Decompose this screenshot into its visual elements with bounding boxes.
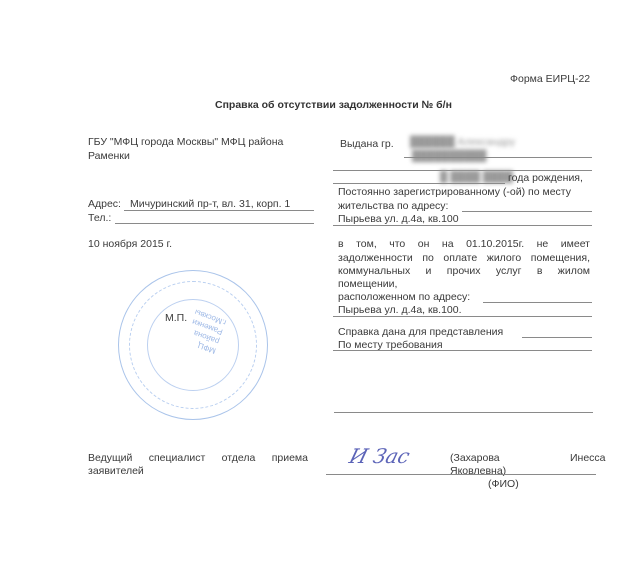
issued-to-label: Выдана гр. <box>340 138 394 150</box>
statement-line-4: помещении, <box>338 278 398 290</box>
located-underline <box>483 302 592 303</box>
registration-text-2: жительства по адресу: <box>338 200 449 212</box>
signer-patronymic: Яковлевна) <box>450 465 507 477</box>
statement-line-3: коммунальных и прочих услуг в жилом <box>338 265 590 277</box>
purpose-underline <box>333 350 592 351</box>
statement-line-2: задолженности по оплате жилого помещения, <box>338 252 590 264</box>
issue-date: 10 ноября 2015 г. <box>88 238 172 250</box>
signer-position: Ведущий специалист отдела приема <box>88 452 308 464</box>
form-number: Форма ЕИРЦ-22 <box>510 73 591 85</box>
phone-label: Тел.: <box>88 212 112 224</box>
birth-underline <box>333 183 505 184</box>
birth-date: █ ████ ████ <box>440 171 513 183</box>
registration-underline <box>462 211 592 212</box>
statement-line-1: в том, что он на 01.10.2015г. не имеет <box>338 238 590 250</box>
address-underline <box>124 210 314 211</box>
address-value: Мичуринский пр-т, вл. 31, корп. 1 <box>130 198 291 210</box>
signer-name: Инесса <box>570 452 606 464</box>
organization-name: ГБУ "МФЦ города Москвы" МФЦ района <box>88 136 284 148</box>
issued-to-name: ██████ Александру <box>410 136 516 148</box>
property-underline <box>333 316 592 317</box>
official-stamp <box>118 270 268 420</box>
property-address: Пырьева ул. д.4а, кв.100. <box>338 304 462 316</box>
registration-text-1: Постоянно зарегистрированному (-ой) по месту <box>338 186 571 198</box>
stamp-inner-text: МФЦ района Раменки г.Москвы <box>190 307 228 356</box>
residence-address: Пырьева ул. д.4а, кв.100 <box>338 213 459 225</box>
issued-to-underline <box>404 157 592 158</box>
document-title: Справка об отсутствии задолженности № б/н <box>215 99 452 111</box>
fio-label: (ФИО) <box>488 478 519 490</box>
stamp-label: М.П. <box>165 312 188 324</box>
organization-district: Раменки <box>88 150 130 162</box>
address-label: Адрес: <box>88 198 121 210</box>
birth-suffix: года рождения, <box>508 172 583 184</box>
signature-underline <box>326 474 596 475</box>
issued-to-patronymic: ██████████ <box>412 150 487 162</box>
signer-position-2: заявителей <box>88 465 144 477</box>
located-label: расположенном по адресу: <box>338 291 471 303</box>
signer-surname: (Захарова <box>450 452 500 464</box>
purpose-label: Справка дана для представления <box>338 326 504 338</box>
purpose-value: По месту требования <box>338 339 443 351</box>
purpose-underline-short <box>522 337 592 338</box>
residence-underline <box>333 225 592 226</box>
blank-underline-2 <box>334 412 593 413</box>
handwritten-signature: И Зас <box>346 444 413 468</box>
phone-underline <box>115 223 314 224</box>
